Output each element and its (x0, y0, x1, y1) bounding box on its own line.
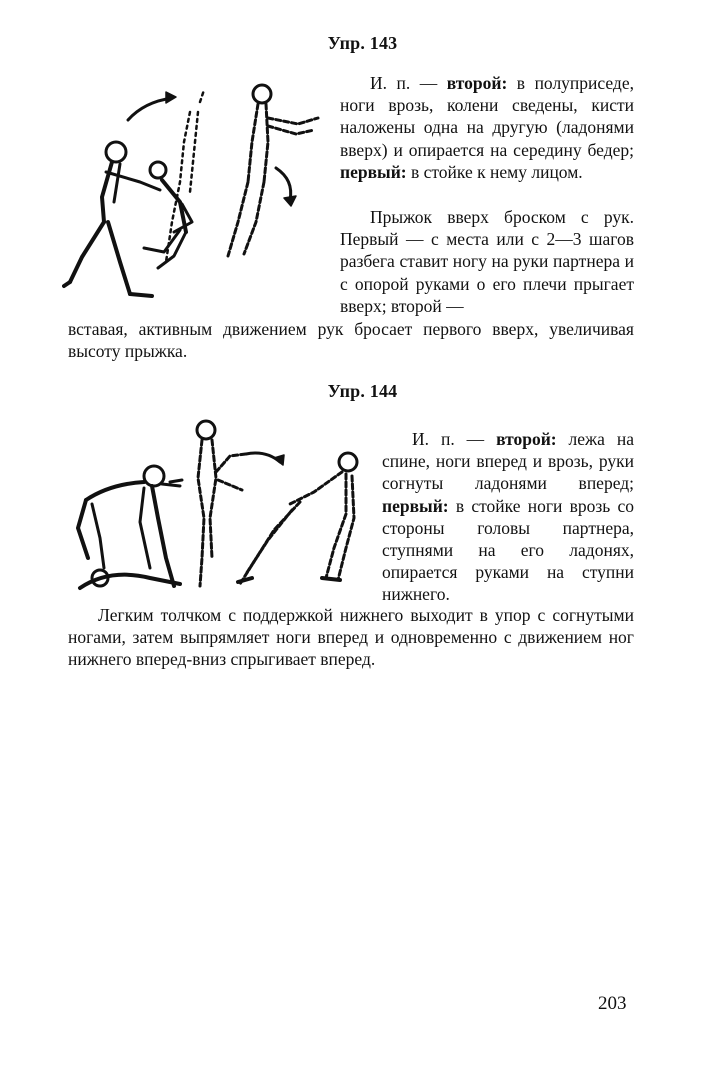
exercise-143-initial-position: И. п. — второй: в полуприседе, ноги врозь, колени сведены, кисти наложены одна на другую (ладонями вверх) и опирается на середину бедер; первый: в стойке к нему лицом. (340, 73, 634, 182)
exercise-144-illustration (70, 418, 370, 596)
exercise-144-description: Легким толчком с поддержкой нижнего выходит в упор с согнутыми ногами, затем выпрямляет ноги вперед и одновременно с движением ног нижнего вперед-вниз спрыгивает вперед. (68, 605, 634, 670)
exercise-143-title: Упр. 143 (327, 33, 398, 53)
exercise-144-title: Упр. 144 (327, 381, 398, 401)
exercise-143-description-continued: вставая, активным движением рук бросает первого вверх, увеличивая высоту прыжка. (68, 319, 634, 362)
page-number: 203 (598, 993, 627, 1014)
exercise-143-description: Прыжок вверх броском с рук. Первый — с места или с 2—3 шагов разбега ставит ногу на руки партнера и с опорой руками о его плечи прыгает вверх; второй — (340, 207, 634, 316)
exercise-144-initial-position: И. п. — второй: лежа на спине, ноги вперед и врозь, руки согнуты ладонями вперед; первый: в стойке ноги врозь со стороны головы партнера, ступнями на его ладонях, опирается руками на ступни нижнего. (382, 429, 634, 605)
exercise-143-illustration (62, 72, 330, 308)
